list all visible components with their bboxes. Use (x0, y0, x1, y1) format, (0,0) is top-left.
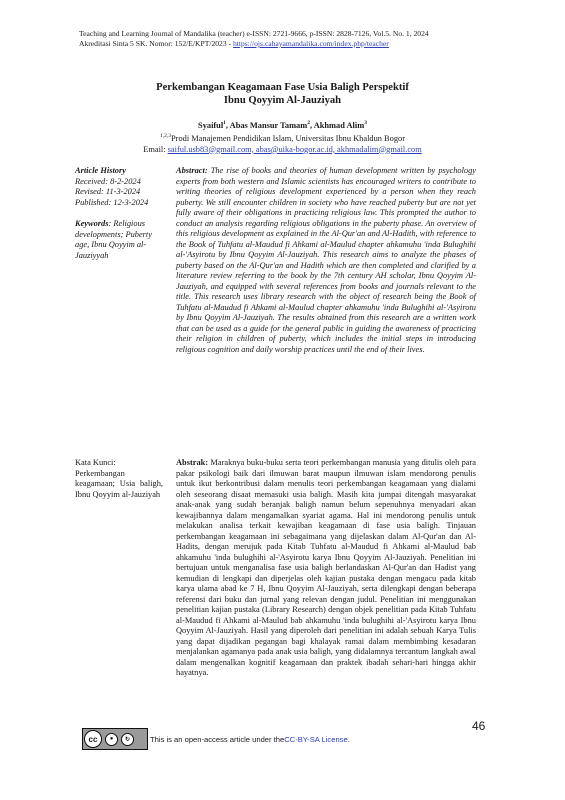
email-label: Email: (143, 144, 168, 154)
article-history (75, 166, 163, 208)
published-date: Published: 12-3-2024 (75, 197, 149, 207)
license-link[interactable]: CC-BY-SA License (284, 734, 348, 744)
keywords-block (75, 219, 163, 261)
kata-kunci-text: Perkembangan keagamaan; Usia baligh, Ibnu Qoyyim al-Jauziyah (75, 468, 163, 499)
license-suffix: . (347, 734, 350, 744)
revised-date: Revised: 11-3-2024 (75, 187, 141, 196)
journal-info: Teaching and Learning Journal of Mandalika (teacher) e-ISSN: 2721-9666, p-ISSN: 2828-7126, Vol.5. No. 1, 2024 (79, 29, 429, 38)
license-text: This is an open-access article under the (150, 734, 285, 744)
author-3-sup: 3 (364, 120, 367, 126)
by-icon: ● (105, 733, 118, 746)
abstract-english (176, 166, 476, 355)
author-1: Syaiful (198, 120, 224, 130)
abstrak-heading: Abstrak: (176, 458, 209, 467)
author-3: , Akhmad Alim (309, 120, 365, 130)
accreditation-text: Akreditasi Sinta 5 SK. Nomor: 152/E/KPT/2023 - (79, 39, 233, 48)
abstrak-indonesian (176, 458, 476, 679)
page-number: 46 (472, 719, 486, 733)
sa-icon: ↻ (121, 733, 134, 746)
cc-logo-icon: cc (84, 730, 102, 748)
journal-link[interactable]: https://ojs.cahayamandalika.com/index.php/teacher (232, 39, 389, 48)
article-title (100, 81, 465, 107)
license-footer (82, 728, 350, 750)
cc-by-sa-badge-icon[interactable] (82, 728, 148, 750)
keywords-heading: Keywords (75, 219, 109, 228)
keywords-text: : Religious developments; Puberty age, Ibnu Qoyyim al-Jauziyyah (75, 219, 152, 260)
affiliation-sup: 1,2,3 (160, 132, 171, 139)
author-2: , Abas Mansur Tamam (225, 120, 308, 130)
author-block (80, 118, 485, 155)
email-links[interactable]: saiful.usb83@gmail.com, abas@uika-bogor.ac.id, akhmadalim@gmail.com (167, 144, 422, 154)
abstract-heading: Abstract: (176, 166, 208, 175)
journal-header (79, 29, 539, 49)
accreditation-line (79, 39, 539, 49)
kata-kunci-heading: Kata Kunci: (75, 458, 116, 467)
email-line (80, 144, 485, 155)
author-2-sup: 2 (307, 120, 310, 126)
author-1-sup: 1 (223, 120, 226, 126)
title-line-1: Perkembangan Keagamaan Fase Usia Baligh Perspektif (156, 82, 409, 93)
abstrak-text: Maraknya buku-buku serta teori perkembangan manusia yang ditulis oleh para pakar psikologi baik dari ilmuwan barat maupun ilmuwan islam mendorong penulis untuk ikut berkontribusi dalam menulis teori perkembangan keagamaan yang dialami oleh seseorang disaat memasuki usia baligh. Masih kita jumpai ditengah masyarakat anak-anak yang sudah beranjak baligh namun belum sepenuhnya menyadari akan kewajibannya dalam mengamalkan syariat agama. Hal ini mendorong penulis untuk melakukan analisa terkait kewajiban keagamaan di fase usia baligh. Tinjauan perkembangan keagamaan ini sebagaimana yang dijelaskan dalam Al-Qur'an dan Al-Hadits, dengan merujuk pada Kitab Tuhfatu al-Maudud fi Ahkami al-Maulud bab ahkamuhu 'inda bulughihi al-'Asyirotu karya Ibnu Qoyyim Al-Jauziyah. Penelitian ini bertujuan untuk menganalisa fase usia baligh berlandaskan Al-Qur'an dan Hadist yang kemudian di lengkapi dan diperjelas oleh kajian pustaka dengan mengacu pada kitab karya ulama abad ke 7 H, Ibnu Qoyyim Al-Jauziyah, serta dilengkapi dengan beberapa referensi dari buku dan jurnal yang relevan dengan judul. Penelitian ini menggunakan penelitian kajian pustaka (Library Research) dengan objek penelitian pada Kitab Tuhfatu al-Maudud fi Ahkami al-Maulud bab ahkamuhu 'inda bulughihi al-'Asyirotu karya Ibnu Qoyyim Al-Jauziyah. Hasil yang diperoleh dari penelitian ini adalah sebuah Karya Tulis yang dapat dijadikan pegangan bagi khalayak ramai dalam membimbing kesadaran menjalankan agamanya pada anak usia baligh, yang didalamnya tercantum langkah awal dalam mengenalkan kognitif keagamaan dan praktek ibadah sehari-hari hingga akhir hayatnya. (176, 458, 476, 677)
affiliation-text: Prodi Manajemen Pendidikan Islam, Universitas Ibnu Khaldun Bogor (171, 133, 405, 143)
history-heading: Article History (75, 166, 126, 175)
received-date: Received: 8-2-2024 (75, 176, 141, 186)
title-line-2: Ibnu Qoyyim Al-Jauziyah (223, 95, 342, 106)
author-names (80, 118, 485, 131)
kata-kunci-block (75, 458, 163, 500)
abstract-text: The rise of books and theories of human development written by psychology experts from both western and Islamic scientists has encouraged writers to contribute to writing theories of religious development experienced by a person when they reach puberty. We still encounter children in society who have reached puberty but are not yet fully aware of their obligations in practicing religious law. This prompted the author to conduct an analysis regarding religious obligations in the puberty phase. An overview of this religious development as explained in the Al-Qur'an and Al-Hadith, with reference to the Book of Tuhfatu al-Maudud fi Ahkami al-Maulud chapter ahkamuhu 'inda Bulughihi al-'Asyirotu by Ibnu Qoyyim Al-Jauziyah. This research aims to analyze the phases of puberty based on the Al-Qur'an and Hadith which are then completed and clarified by a literature review referring to the book by the 7th century AH scholar, Ibnu Qoyyim Al-Jauziyah, and equipped with several references from books and journals relevant to the title. This research uses library research with the object of research being the Book of Tuhfatu al-Maudud fi Ahkami al-Maulud chapter ahkamuhu 'inda Bulughihi al-'Asyirotu by Ibnu Qoyyim Al-Jauziyah. The results obtained from this research are a written work that can be used as a guide for the general public in guiding the awareness of practicing their religion in children of puberty, which includes the initial steps in introducing religious cognition and daily worship practices until the end of their lives. (176, 166, 476, 354)
affiliation (80, 131, 485, 144)
